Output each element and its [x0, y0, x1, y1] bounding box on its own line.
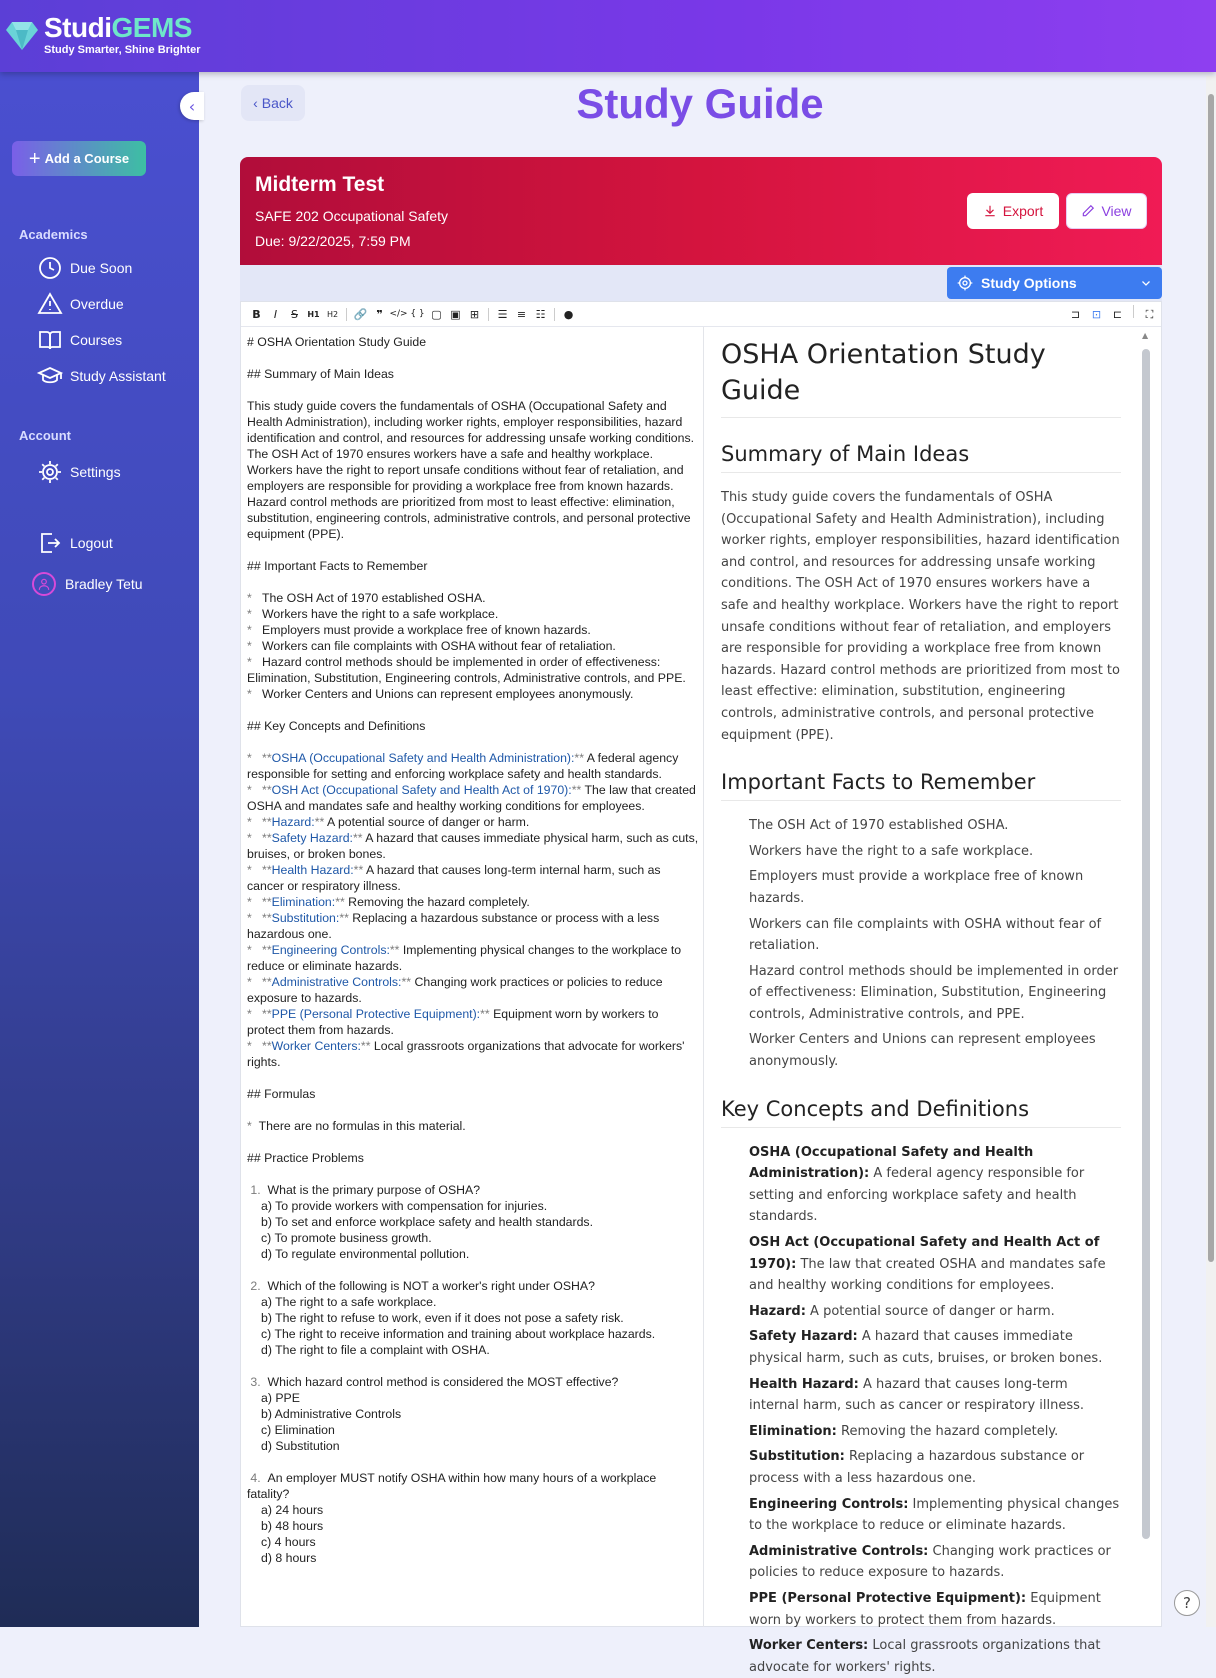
section-account: Account	[19, 428, 71, 443]
preview-list-item: Workers have the right to a safe workplace.	[749, 843, 1034, 859]
source-option: a) PPE	[261, 1391, 300, 1405]
code-icon[interactable]: </>	[389, 309, 408, 319]
study-options-dropdown[interactable]: Study Options	[947, 267, 1162, 299]
toolbar-divider	[554, 308, 555, 321]
italic-icon[interactable]: I	[273, 307, 278, 321]
sidebar-item-courses[interactable]: Courses	[38, 328, 122, 352]
preview-facts-list	[721, 815, 1121, 1073]
source-option: c) The right to receive information and training about workplace hazards.	[261, 1327, 656, 1341]
source-option: b) Administrative Controls	[261, 1407, 402, 1421]
preview-list-item: Health Hazard: A hazard that causes long-term internal harm, such as cancer or respiratory illness.	[749, 1376, 1085, 1414]
sidebar-item-overdue[interactable]: Overdue	[38, 292, 124, 316]
preview-list-item: Hazard: A potential source of danger or harm.	[749, 1303, 1055, 1319]
markdown-editor	[240, 301, 1162, 1675]
heading-small-icon[interactable]: H2	[326, 309, 339, 319]
preview-list-item: Safety Hazard: A hazard that causes immediate physical harm, such as cuts, bruises, or broken bones.	[749, 1329, 1103, 1366]
source-heading: ## Formulas	[247, 1087, 316, 1101]
logout-button[interactable]: Logout	[38, 531, 113, 555]
source-list-item: * **Elimination:** Removing the hazard completely.	[247, 895, 530, 909]
source-list-item: * **Safety Hazard:** A hazard that causes immediate physical harm, such as cuts, bruises, or broken bones.	[247, 831, 699, 861]
gear-icon	[38, 460, 62, 484]
pencil-icon	[1081, 204, 1095, 218]
source-option: b) The right to refuse to work, even if it does not pose a safety risk.	[261, 1311, 624, 1325]
source-option: c) Elimination	[261, 1423, 335, 1437]
export-button[interactable]: Export	[967, 193, 1059, 229]
preview-list-item: Elimination: Removing the hazard completely.	[749, 1423, 1059, 1439]
link-icon[interactable]: 🔗	[353, 307, 368, 321]
preview-list-item: Administrative Controls: Changing work practices or policies to reduce exposure to hazards.	[749, 1543, 1111, 1581]
sidebar-item-study-assistant[interactable]: Study Assistant	[38, 364, 166, 388]
checklist-icon[interactable]: ☷	[535, 307, 546, 321]
source-option: c) 4 hours	[261, 1535, 316, 1549]
source-question: 2. Which of the following is NOT a worker's right under OSHA?	[247, 1279, 595, 1293]
split-mode-icon[interactable]: ⊡	[1091, 308, 1102, 321]
avatar	[32, 572, 56, 596]
help-button[interactable]	[1174, 1590, 1200, 1616]
image-icon[interactable]: ▣	[450, 307, 461, 321]
source-list-item: * **Engineering Controls:** Implementing physical changes to the workplace to reduce or eliminate hazards.	[247, 943, 682, 973]
editor-toolbar	[241, 302, 1161, 327]
source-list-item: * Worker Centers and Unions can represent employees anonymously.	[247, 687, 634, 701]
download-icon	[983, 204, 997, 218]
source-list-item: * **Health Hazard:** A hazard that causes long-term internal harm, such as cancer or respiratory illness.	[247, 863, 661, 893]
comment-icon[interactable]: ▢	[431, 307, 442, 321]
preview-paragraph: This study guide covers the fundamentals of OSHA (Occupational Safety and Health Administration), including worker rights, employer responsibilities, hazard identification and control, and resources for addressing unsafe working conditions. The OSH Act of 1970 ensures workers have a safe and healthy workplace. Workers have the right to report unsafe conditions without fear of retaliation, and employers are responsible for providing a workplace free from known hazards. Hazard control methods are prioritized from most to least effective: elimination, substitution, engineering controls, administrative controls, and personal protective equipment (PPE).	[721, 490, 1120, 743]
scroll-up-icon[interactable]: ▲	[1142, 331, 1149, 340]
markdown-preview	[721, 327, 1121, 1675]
source-paragraph: This study guide covers the fundamentals of OSHA (Occupational Safety and Health Administration), including worker rights, employer responsibilities, hazard identification and control, and resources for addressing unsafe working conditions. The OSH Act of 1970 ensures workers have a safe and healthy workplace. Workers have the right to report unsafe conditions without fear of retaliation, and employers are responsible for providing a workplace free from known hazards. Hazard control methods are prioritized from most to least effective: elimination, substitution, engineering controls, administrative controls, and personal protective equipment (PPE).	[247, 399, 695, 541]
logout-icon	[38, 531, 62, 555]
preview-mode-icon[interactable]: ⊏	[1112, 308, 1123, 321]
scrollbar-thumb[interactable]	[1142, 349, 1150, 1539]
source-list-item: * **OSH Act (Occupational Safety and Health Act of 1970):** The law that created OSHA and mandates safe and healthy working conditions for employees.	[247, 783, 696, 813]
question-icon: ?	[1183, 1594, 1191, 1612]
preview-heading: Key Concepts and Definitions	[721, 1095, 1121, 1128]
strikethrough-icon[interactable]: S	[291, 307, 298, 321]
source-option: d) Substitution	[261, 1439, 340, 1453]
scrollbar-thumb[interactable]	[1208, 94, 1214, 1262]
toolbar-divider	[346, 308, 347, 321]
preview-list-item: Hazard control methods should be implemented in order of effectiveness: Elimination, Substitution, Engineering controls, Administrative controls, and PPE.	[749, 963, 1119, 1022]
preview-title: OSHA Orientation Study Guide	[721, 337, 1121, 418]
numbered-list-icon[interactable]: ≡	[516, 307, 527, 321]
preview-list-item: Worker Centers: Local grassroots organizations that advocate for workers' rights.	[749, 1638, 1101, 1675]
brand-tagline: Study Smarter, Shine Brighter	[44, 44, 201, 56]
preview-heading: Important Facts to Remember	[721, 768, 1121, 801]
source-heading: ## Key Concepts and Definitions	[247, 719, 426, 733]
source-list-item: * Workers can file complaints with OSHA without fear of retaliation.	[247, 639, 616, 653]
preview-list-item: Employers must provide a workplace free of known hazards.	[749, 869, 1084, 906]
split-divider[interactable]	[703, 327, 704, 1627]
source-facts-list	[247, 590, 699, 702]
logo[interactable]	[6, 14, 200, 56]
section-academics: Academics	[19, 227, 88, 242]
preview-list-item: PPE (Personal Protective Equipment): Equipment worn by workers to protect them from hazards.	[749, 1590, 1101, 1628]
source-option: b) To set and enforce workplace safety and health standards.	[261, 1215, 593, 1229]
source-option: d) The right to file a complaint with OSHA.	[261, 1343, 490, 1357]
user-icon	[37, 577, 51, 591]
edit-mode-icon[interactable]: ⊐	[1070, 308, 1081, 321]
code-block-icon[interactable]: { }	[410, 309, 425, 319]
due-date: Due: 9/22/2025, 7:59 PM	[255, 233, 411, 249]
editor-scrollbar[interactable]	[1141, 331, 1151, 1627]
source-list-item: * **OSHA (Occupational Safety and Health Administration):** A federal agency responsible for setting and enforcing workplace safety and health standards.	[247, 751, 679, 781]
toolbar-divider	[488, 308, 489, 321]
source-option: a) The right to a safe workplace.	[261, 1295, 437, 1309]
preview-list-item: OSH Act (Occupational Safety and Health Act of 1970): The law that created OSHA and mandates safe and healthy working conditions for employees.	[749, 1235, 1106, 1294]
assignment-header	[240, 157, 1162, 265]
sidebar-collapse-button[interactable]	[180, 92, 204, 120]
source-list-item: * There are no formulas in this material.	[247, 1119, 466, 1133]
preview-list-item: Engineering Controls: Implementing physical changes to the workplace to reduce or eliminate hazards.	[749, 1496, 1120, 1534]
clock-icon	[38, 256, 62, 280]
preview-list-item: Workers can file complaints with OSHA without fear of retaliation.	[749, 916, 1102, 954]
gem-icon	[6, 20, 38, 50]
book-icon	[38, 328, 62, 352]
source-list-item: * Workers have the right to a safe workplace.	[247, 607, 499, 621]
source-list-item: * The OSH Act of 1970 established OSHA.	[247, 591, 486, 605]
toolbar-divider	[1133, 305, 1134, 318]
source-list-item: * **Administrative Controls:** Changing work practices or policies to reduce exposure to hazards.	[247, 975, 663, 1005]
source-list-item: * Hazard control methods should be implemented in order of effectiveness: Elimination, Substitution, Engineering controls, Administrative controls, and PPE.	[247, 655, 686, 685]
heading-icon[interactable]: H1	[307, 309, 320, 319]
source-question: 1. What is the primary purpose of OSHA?	[247, 1183, 481, 1197]
preview-list-item: Worker Centers and Unions can represent employees anonymously.	[749, 1032, 1096, 1070]
source-option: a) To provide workers with compensation for injuries.	[261, 1199, 548, 1213]
source-option: b) 48 hours	[261, 1519, 324, 1533]
source-list-item: * **Substitution:** Replacing a hazardous substance or process with a less hazardous one.	[247, 911, 660, 941]
fullscreen-icon[interactable]: ⛶	[1145, 307, 1154, 321]
source-list-item: * **Hazard:** A potential source of danger or harm.	[247, 815, 530, 829]
preview-list-item: The OSH Act of 1970 established OSHA.	[749, 818, 1009, 834]
back-button[interactable]: ‹ Back	[241, 85, 305, 121]
source-practice-problems	[247, 1182, 699, 1566]
bold-icon[interactable]: B	[252, 307, 261, 321]
source-concepts-list	[247, 750, 699, 1070]
source-option: c) To promote business growth.	[261, 1231, 432, 1245]
chevron-left-icon: ‹	[253, 95, 258, 111]
add-course-button[interactable]: + Add a Course	[12, 141, 146, 176]
bullet-list-icon[interactable]: ☰	[497, 307, 508, 321]
source-heading: ## Important Facts to Remember	[247, 559, 428, 573]
page-scrollbar[interactable]	[1206, 76, 1216, 1627]
warning-icon	[38, 292, 62, 316]
source-heading: ## Summary of Main Ideas	[247, 367, 394, 381]
source-question: 4. An employer MUST notify OSHA within how many hours of a workplace fatality?	[247, 1471, 657, 1501]
source-option: d) To regulate environmental pollution.	[261, 1247, 470, 1261]
view-mode-controls	[1066, 305, 1159, 324]
source-list-item: * **PPE (Personal Protective Equipment):** Equipment worn by workers to protect them from hazards.	[247, 1007, 659, 1037]
top-bar	[0, 0, 1216, 72]
user-profile[interactable]: Bradley Tetu	[32, 572, 143, 596]
preview-concepts-list	[721, 1142, 1121, 1678]
sidebar-item-due-soon[interactable]: Due Soon	[38, 256, 132, 280]
preview-list-item: OSHA (Occupational Safety and Health Administration): A federal agency responsible for setting and enforcing workplace safety and health standards.	[749, 1144, 1085, 1225]
gear-icon	[957, 275, 973, 291]
brand-name: StudiGEMS	[44, 12, 192, 43]
source-list-item: * **Worker Centers:** Local grassroots organizations that advocate for workers' rights.	[247, 1039, 685, 1069]
sidebar-item-settings[interactable]: Settings	[38, 460, 121, 484]
plus-icon: +	[28, 147, 41, 170]
help-icon[interactable]: ●	[563, 307, 574, 321]
source-option: a) 24 hours	[261, 1503, 324, 1517]
course-name: SAFE 202 Occupational Safety	[255, 208, 448, 224]
source-option: d) 8 hours	[261, 1551, 317, 1565]
source-heading: # OSHA Orientation Study Guide	[247, 335, 427, 349]
chevron-left-icon: ‹	[188, 96, 196, 116]
chevron-down-icon	[1140, 277, 1152, 289]
preview-heading: Summary of Main Ideas	[721, 440, 1121, 473]
source-heading: ## Practice Problems	[247, 1151, 364, 1165]
assignment-title: Midterm Test	[255, 173, 385, 196]
table-icon[interactable]: ⊞	[469, 307, 480, 321]
source-list-item: * Employers must provide a workplace free of known hazards.	[247, 623, 591, 637]
view-button[interactable]: View	[1066, 193, 1147, 229]
preview-list-item: Substitution: Replacing a hazardous substance or process with a less hazardous one.	[749, 1449, 1085, 1486]
source-question: 3. Which hazard control method is considered the MOST effective?	[247, 1375, 619, 1389]
graduation-cap-icon	[38, 364, 62, 388]
quote-icon[interactable]: ❞	[376, 307, 383, 321]
page-title: Study Guide	[576, 80, 824, 127]
